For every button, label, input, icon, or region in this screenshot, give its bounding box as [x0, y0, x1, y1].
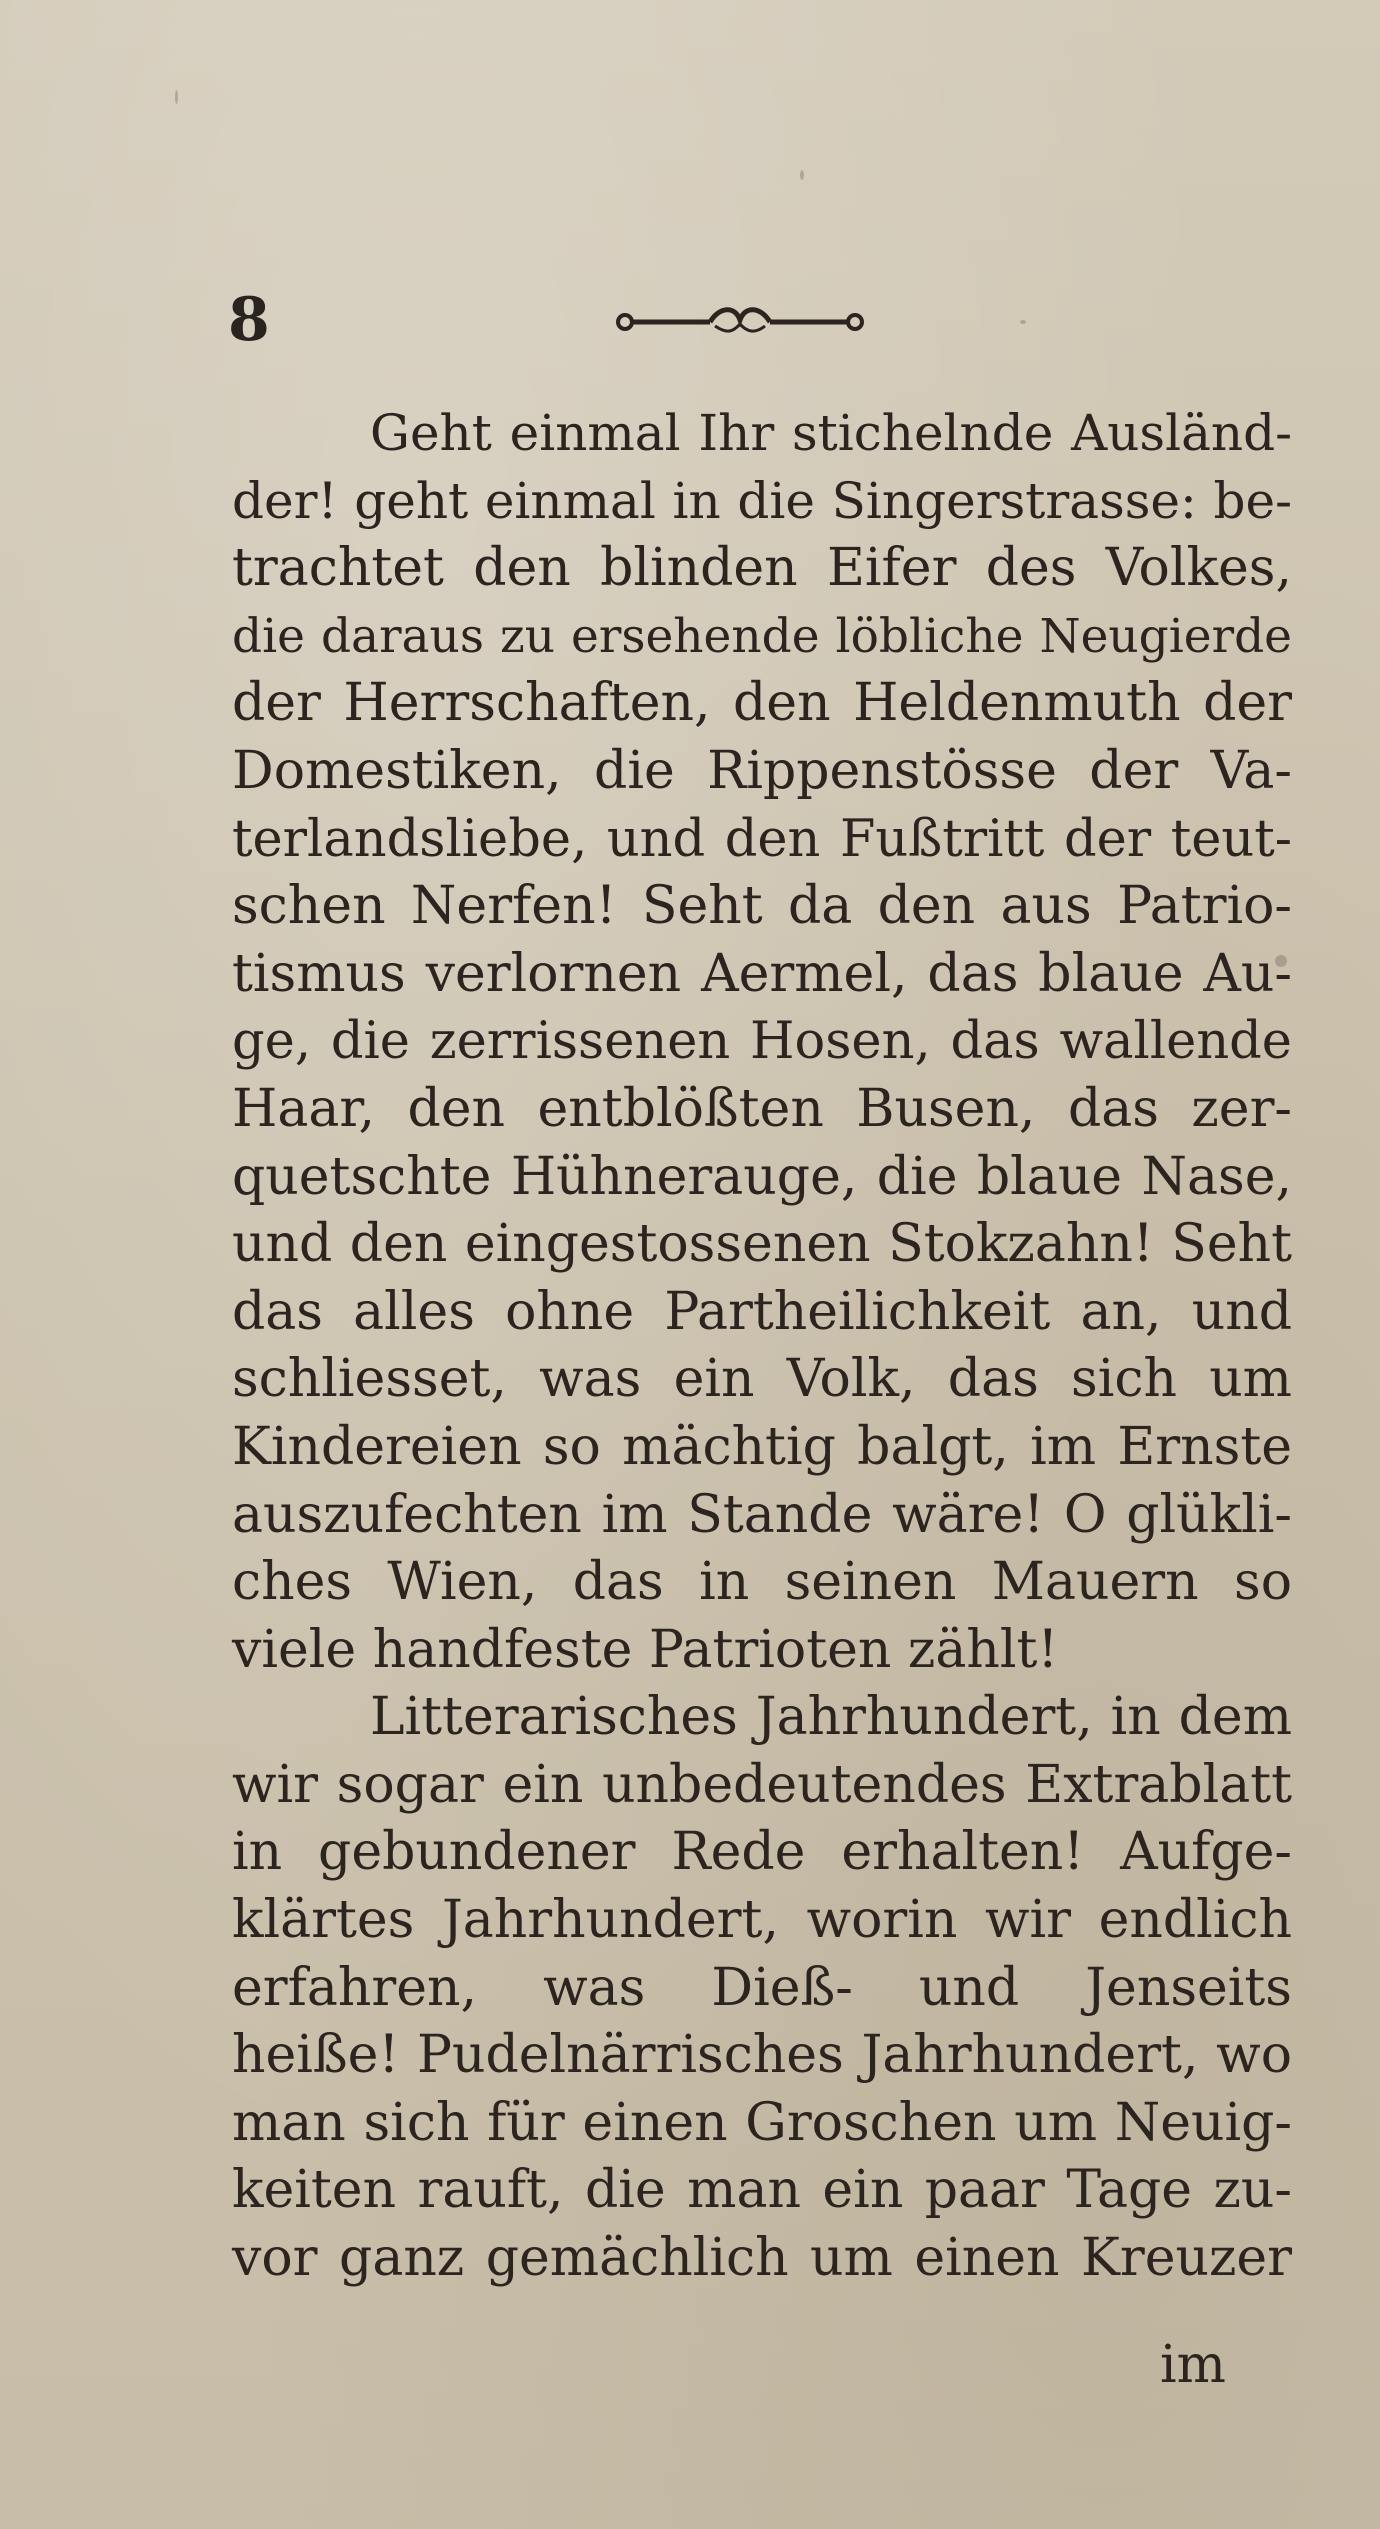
text-line: terlandsliebe, und den Fußtritt der teut-	[232, 809, 1292, 869]
text-line: wir sogar ein unbedeutendes Extrablatt	[232, 1754, 1292, 1815]
paper-speck	[1275, 955, 1287, 967]
text-line: schliesset, was ein Volk, das sich um	[232, 1349, 1292, 1410]
text-line: ge, die zerrissenen Hosen, das wallende	[232, 1012, 1292, 1072]
text-line: Litterarisches Jahrhundert, in dem	[370, 1687, 1292, 1748]
text-line: Geht einmal Ihr stichelnde Ausländ-	[370, 404, 1292, 462]
text-line: man sich für einen Groschen um Neuig-	[232, 2092, 1292, 2153]
text-line: schen Nerfen! Seht da den aus Patrio-	[232, 876, 1292, 937]
text-line: viele handfeste Patrioten zählt!	[232, 1619, 1059, 1680]
text-line: Haar, den entblößten Busen, das zer-	[232, 1078, 1292, 1139]
text-line: vor ganz gemächlich um einen Kreuzer	[232, 2228, 1292, 2289]
paper-speck	[175, 90, 178, 104]
text-line: heiße! Pudelnärrisches Jahrhundert, wo	[232, 2025, 1292, 2086]
text-line: trachtet den blinden Eifer des Volkes,	[232, 538, 1292, 599]
text-line: klärtes Jahrhundert, worin wir endlich	[232, 1890, 1292, 1951]
text-line: das alles ohne Partheilichkeit an, und	[232, 1281, 1292, 1342]
paper-speck	[800, 170, 804, 180]
text-line: erfahren, was Dieß- und Jenseits	[232, 1957, 1292, 2018]
text-line: ches Wien, das in seinen Mauern so	[232, 1552, 1292, 1613]
text-line: und den eingestossenen Stokzahn! Seht	[232, 1214, 1292, 1275]
text-line: die daraus zu ersehende löbliche Neugierde	[232, 608, 1292, 664]
page-number: 8	[228, 285, 270, 355]
body-text	[232, 400, 1292, 2293]
paper-speck	[1020, 320, 1026, 324]
text-line: Domestiken, die Rippenstösse der Va-	[232, 740, 1292, 801]
text-line: in gebundener Rede erhalten! Aufge-	[232, 1822, 1292, 1883]
text-line: keiten rauft, die man ein paar Tage zu-	[232, 2160, 1292, 2221]
text-line: der Herrschaften, den Heldenmuth der	[232, 673, 1292, 734]
text-line: Kindereien so mächtig balgt, im Ernste	[232, 1416, 1292, 1477]
text-line: tismus verlornen Aermel, das blaue Au-	[232, 943, 1292, 1004]
catchword: im	[1160, 2335, 1226, 2395]
text-line: der! geht einmal in die Singerstrasse: be-	[232, 471, 1292, 530]
text-line: auszufechten im Stande wäre! O glükli-	[232, 1484, 1292, 1545]
text-line: quetschte Hühnerauge, die blaue Nase,	[232, 1146, 1292, 1207]
ornament-divider	[615, 300, 865, 340]
